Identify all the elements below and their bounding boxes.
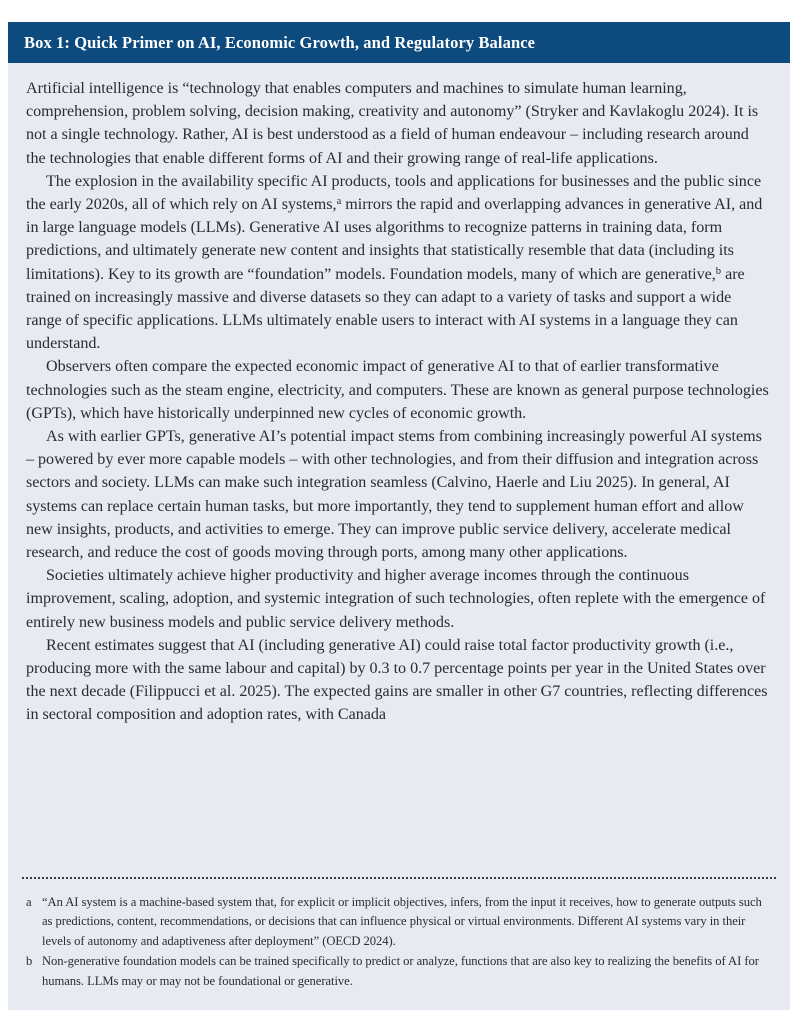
footnote-reference[interactable]: a [336, 196, 342, 208]
body-paragraph [26, 634, 770, 727]
footnote-reference[interactable]: b [715, 265, 722, 277]
paragraph-text: Societies ultimately achieve higher productivity and higher average incomes through the continuous improvement, scaling, adoption, and systemic integration of such technologies, often replete with the emergence of entirely new business models and public service delivery methods. [26, 567, 766, 631]
footnote-list [22, 893, 776, 991]
footnote-text: Non-generative foundation models can be trained specifically to predict or analyze, functions that are also key to realizing the benefits of AI for humans. LLMs may or may not be foundational or generative. [42, 954, 759, 988]
footnotes-section [8, 877, 790, 1010]
body-paragraph [26, 425, 770, 564]
paragraph-text: As with earlier GPTs, generative AI’s potential impact stems from combining increasingly powerful AI systems – powered by ever more capable models – with other technologies, and from their diffusion and integration across sectors and society. LLMs can make such integration seamless (Calvino, Haerle and Liu 2025). In general, AI systems can replace certain human tasks, but more importantly, they tend to supplement human effort and allow new insights, products, and activities to emerge. They can improve public service delivery, accelerate medical research, and reduce the cost of goods moving through ports, among many other applications. [26, 428, 762, 562]
body-paragraph [26, 77, 770, 170]
paragraph-text: Observers often compare the expected economic impact of generative AI to that of earlier transformative technologies such as the steam engine, electricity, and computers. These are known as general purpose technologies (GPTs), which have historically underpinned new cycles of economic growth. [26, 358, 769, 422]
paragraph-list [26, 77, 770, 727]
footnote-marker: a [26, 894, 32, 909]
box-header-bar [8, 22, 790, 63]
footnote-divider [22, 877, 776, 879]
body-paragraph [26, 564, 770, 634]
box-container [8, 22, 790, 1010]
box-title: Box 1: Quick Primer on AI, Economic Growth, and Regulatory Balance [24, 32, 536, 52]
footnote-marker: b [26, 954, 33, 969]
paragraph-text: are trained on increasingly massive and diverse datasets so they can adapt to a variety of tasks and support a wide range of specific applications. LLMs ultimately enable users to interact with AI systems in a language they can understand. [26, 265, 745, 353]
body-paragraph [26, 170, 770, 356]
paragraph-text: Artificial intelligence is “technology that enables computers and machines to simulate human learning, comprehension, problem solving, decision making, creativity and autonomy” (Stryker and Kavlakoglu 2024). It is not a single technology. Rather, AI is best understood as a field of human endeavour – including research around the technologies that enable different forms of AI and their growing range of real-life applications. [26, 80, 759, 167]
paragraph-text: mirrors the rapid and overlapping advances in generative AI, and in large language models (LLMs). Generative AI uses algorithms to recognize patterns in training data, form predictions, and ultimately generate new content and insights that statistically resemble that data (including its limitations). Key to its growth are “foundation” models. Foundation models, many of which are generative, [26, 196, 763, 283]
footnote-item [22, 893, 776, 951]
paragraph-text: Recent estimates suggest that AI (including generative AI) could raise total factor productivity growth (i.e., producing more with the same labour and capital) by 0.3 to 0.7 percentage points per year in the United States over the next decade (Filippucci et al. 2025). The expected gains are smaller in other G7 countries, reflecting differences in sectoral composition and adoption rates, with Canada [26, 636, 768, 724]
body-paragraph [26, 355, 770, 425]
box-body [8, 63, 790, 1010]
footnote-item [22, 952, 776, 991]
paragraph-text: The explosion in the availability specific AI products, tools and applications for businesses and the public since the early 2020s, all of which rely on AI systems, [26, 172, 762, 214]
footnote-text: “An AI system is a machine-based system that, for explicit or implicit objectives, infers, from the input it receives, how to generate outputs such as predictions, content, recommendations, or decisions that can influence physical or virtual environments. Different AI systems vary in their levels of autonomy and adaptiveness after deployment” (OECD 2024). [42, 894, 762, 948]
